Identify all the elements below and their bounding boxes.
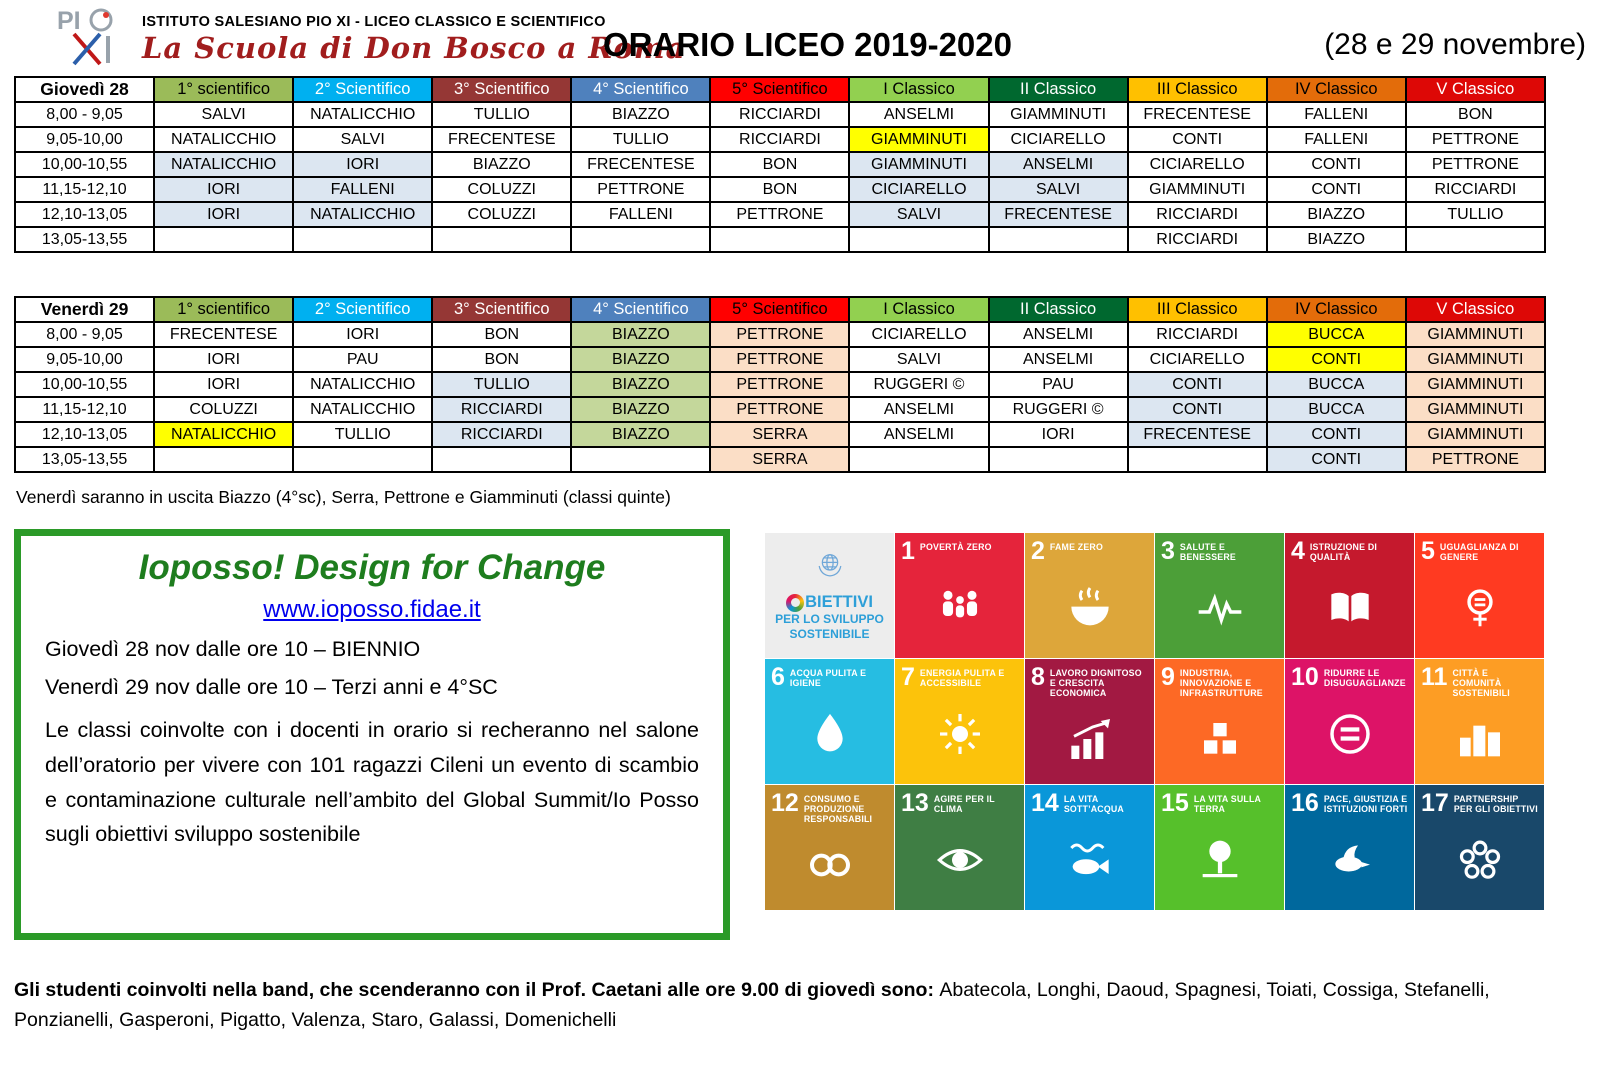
class-column-header: II Classico <box>989 77 1128 102</box>
sdg-goal-tile-9 <box>1155 659 1284 784</box>
schedule-cell: BIAZZO <box>571 372 710 397</box>
sdg-goal-title: CONSUMO E PRODUZIONE RESPONSABILI <box>803 794 873 825</box>
schedule-cell: BIAZZO <box>571 397 710 422</box>
schedule-cell <box>989 227 1128 252</box>
schedule-cell: BON <box>432 322 571 347</box>
class-column-header: V Classico <box>1406 297 1545 322</box>
schedule-cell: RUGGERI © <box>849 372 988 397</box>
sdg-goal-title: LAVORO DIGNITOSO E CRESCITA ECONOMICA <box>1049 668 1142 699</box>
schedule-cell: CICIARELLO <box>849 177 988 202</box>
schedule-cell: RICCIARDI <box>1406 177 1545 202</box>
schedule-cell <box>989 447 1128 472</box>
schedule-cell: PETTRONE <box>710 322 849 347</box>
schedule-cell: TULLIO <box>293 422 432 447</box>
time-slot: 9,05-10,00 <box>15 127 154 152</box>
sdg-goal-tile-4 <box>1285 533 1414 658</box>
sdg-goal-number: 3 <box>1161 537 1175 565</box>
sdg-goal-tile-6 <box>765 659 894 784</box>
schedule-cell: BON <box>432 347 571 372</box>
schedule-cell: BUCCA <box>1267 372 1406 397</box>
sdg-goal-title: LA VITA SULLA TERRA <box>1193 794 1261 815</box>
schedule-cell: GIAMMINUTI <box>1406 397 1545 422</box>
schedule-cell: GIAMMINUTI <box>1406 322 1545 347</box>
schedule-cell: COLUZZI <box>432 202 571 227</box>
sdg-goal-title: INDUSTRIA, INNOVAZIONE E INFRASTRUTTURE <box>1179 668 1263 699</box>
schedule-cell: NATALICCHIO <box>293 202 432 227</box>
sdg-goal-tile-12 <box>765 785 894 910</box>
schedule-cell: FRECENTESE <box>154 322 293 347</box>
sdg-sun-icon <box>901 689 1018 781</box>
schedule-cell: RICCIARDI <box>1128 227 1267 252</box>
schedule-cell <box>293 447 432 472</box>
schedule-cell: FRECENTESE <box>1128 422 1267 447</box>
sdg-infinity-icon <box>771 824 888 906</box>
sdg-goal-number: 4 <box>1291 537 1305 565</box>
class-column-header: II Classico <box>989 297 1128 322</box>
time-slot: 13,05-13,55 <box>15 447 154 472</box>
time-slot: 12,10-13,05 <box>15 422 154 447</box>
band-note <box>14 975 1588 1035</box>
svg-text:PI: PI <box>57 7 81 35</box>
schedule-cell: PETTRONE <box>710 202 849 227</box>
sdg-goals-grid <box>765 533 1544 910</box>
schedule-cell: FRECENTESE <box>1128 102 1267 127</box>
sdg-goal-title: AGIRE PER IL CLIMA <box>933 794 995 815</box>
schedule-cell: PETTRONE <box>710 347 849 372</box>
sdg-goal-number: 2 <box>1031 537 1045 565</box>
sdg-ring-icon <box>786 594 804 612</box>
schedule-cell <box>293 227 432 252</box>
sdg-goal-tile-8 <box>1025 659 1154 784</box>
sdg-goal-tile-16 <box>1285 785 1414 910</box>
sdg-goal-number: 6 <box>771 663 785 691</box>
sdg-tree-icon <box>1161 815 1278 907</box>
schedule-cell: CONTI <box>1267 447 1406 472</box>
schedule-cell <box>1128 447 1267 472</box>
un-emblem-icon <box>812 550 848 587</box>
schedule-cell <box>849 447 988 472</box>
schedule-cell <box>154 227 293 252</box>
schedule-cell: GIAMMINUTI <box>849 127 988 152</box>
sdg-rings-icon <box>1421 815 1538 907</box>
schedule-cell: GIAMMINUTI <box>989 102 1128 127</box>
class-column-header: 4° Scientifico <box>571 297 710 322</box>
class-column-header: 1° scientifico <box>154 297 293 322</box>
schedule-cell <box>571 227 710 252</box>
sdg-un-tile <box>765 533 894 658</box>
schedule-cell <box>1406 227 1545 252</box>
schedule-cell: BIAZZO <box>1267 202 1406 227</box>
timetable-venerdi <box>14 296 1546 473</box>
schedule-cell: CONTI <box>1267 347 1406 372</box>
event-link[interactable]: www.ioposso.fidae.it <box>263 596 481 623</box>
sdg-book-icon <box>1291 563 1408 655</box>
time-slot: 11,15-12,10 <box>15 397 154 422</box>
schedule-cell: TULLIO <box>432 102 571 127</box>
schedule-cell: PAU <box>293 347 432 372</box>
class-column-header: 5° Scientifico <box>710 77 849 102</box>
schedule-cell: SERRA <box>710 447 849 472</box>
schedule-cell: ANSELMI <box>989 322 1128 347</box>
schedule-cell: IORI <box>989 422 1128 447</box>
sdg-goal-title: ACQUA PULITA E IGIENE <box>789 668 867 689</box>
sdg-city-icon <box>1421 698 1538 780</box>
schedule-cell: NATALICCHIO <box>154 422 293 447</box>
sdg-goal-number: 13 <box>901 789 929 817</box>
class-column-header: III Classico <box>1128 77 1267 102</box>
schedule-cell: GIAMMINUTI <box>849 152 988 177</box>
event-description: Le classi coinvolte con i docenti in orario si recheranno nel salone dell’oratorio per vivere con 101 ragazzi Cileni un evento di scambio e contaminazione culturale nell’ambito del Global Summit/Io Posso sugli obiettivi sviluppo sostenibile <box>45 718 699 847</box>
schedule-cell <box>432 447 571 472</box>
schedule-cell: RICCIARDI <box>1128 322 1267 347</box>
sdg-goal-title: POVERTÀ ZERO <box>919 542 992 552</box>
schedule-cell: SALVI <box>293 127 432 152</box>
schedule-cell: PETTRONE <box>710 372 849 397</box>
sdg-wordmark-sub: PER LO SVILUPPO SOSTENIBILE <box>775 612 884 641</box>
schedule-cell: NATALICCHIO <box>154 127 293 152</box>
schedule-cell <box>571 447 710 472</box>
class-column-header: IV Classico <box>1267 77 1406 102</box>
class-column-header: IV Classico <box>1267 297 1406 322</box>
schedule-cell: PETTRONE <box>1406 447 1545 472</box>
schedule-cell: BUCCA <box>1267 397 1406 422</box>
class-column-header: 5° Scientifico <box>710 297 849 322</box>
sdg-goal-title: RIDURRE LE DISUGUAGLIANZE <box>1323 668 1406 689</box>
schedule-cell: BIAZZO <box>571 347 710 372</box>
schedule-cell: FRECENTESE <box>989 202 1128 227</box>
time-slot: 10,00-10,55 <box>15 372 154 397</box>
schedule-cell: NATALICCHIO <box>293 102 432 127</box>
sdg-eye-icon <box>901 815 1018 907</box>
schedule-cell: RICCIARDI <box>1128 202 1267 227</box>
sdg-goal-tile-1 <box>895 533 1024 658</box>
sdg-goal-title: ENERGIA PULITA E ACCESSIBILE <box>919 668 1005 689</box>
page-header <box>56 6 685 71</box>
sdg-goal-title: PARTNERSHIP PER GLI OBIETTIVI <box>1453 794 1538 815</box>
schedule-cell: COLUZZI <box>154 397 293 422</box>
schedule-cell: BIAZZO <box>571 322 710 347</box>
sdg-ecg-icon <box>1161 563 1278 655</box>
schedule-cell: SALVI <box>849 347 988 372</box>
schedule-cell: GIAMMINUTI <box>1128 177 1267 202</box>
schedule-cell: GIAMMINUTI <box>1406 372 1545 397</box>
schedule-cell: CONTI <box>1267 152 1406 177</box>
schedule-cell: FRECENTESE <box>571 152 710 177</box>
schedule-cell: RICCIARDI <box>432 397 571 422</box>
sdg-chart-icon <box>1031 698 1148 780</box>
sdg-bowl-icon <box>1031 563 1148 655</box>
schedule-cell: FALLENI <box>571 202 710 227</box>
exit-note: Venerdì saranno in uscita Biazzo (4°sc), Serra, Pettrone e Giamminuti (classi quinte) <box>16 487 671 507</box>
day-header: Venerdì 29 <box>15 297 154 322</box>
sdg-goal-number: 12 <box>771 789 799 817</box>
schedule-cell: FALLENI <box>293 177 432 202</box>
time-slot: 10,00-10,55 <box>15 152 154 177</box>
schedule-cell <box>432 227 571 252</box>
schedule-cell: TULLIO <box>1406 202 1545 227</box>
schedule-cell: BIAZZO <box>571 422 710 447</box>
sdg-gender-icon <box>1421 563 1538 655</box>
event-schedule-friday: Venerdì 29 nov dalle ore 10 – Terzi anni e 4°SC <box>45 675 498 699</box>
schedule-cell: PETTRONE <box>571 177 710 202</box>
schedule-cell: TULLIO <box>432 372 571 397</box>
schedule-cell: ANSELMI <box>989 347 1128 372</box>
schedule-cell: ANSELMI <box>849 397 988 422</box>
schedule-cell: BON <box>710 152 849 177</box>
event-schedule-thursday: Giovedì 28 nov dalle ore 10 – BIENNIO <box>45 637 421 661</box>
time-slot: 8,00 - 9,05 <box>15 322 154 347</box>
sdg-goal-tile-11 <box>1415 659 1544 784</box>
sdg-goal-number: 10 <box>1291 663 1319 691</box>
sdg-wordmark: BIETTIVI <box>786 593 873 612</box>
sdg-goal-tile-7 <box>895 659 1024 784</box>
schedule-cell: ANSELMI <box>849 422 988 447</box>
schedule-cell: BIAZZO <box>1267 227 1406 252</box>
schedule-cell: CONTI <box>1128 372 1267 397</box>
schedule-cell: CONTI <box>1267 177 1406 202</box>
sdg-goal-title: UGUAGLIANZA DI GENERE <box>1439 542 1519 563</box>
schedule-cell: IORI <box>154 347 293 372</box>
time-slot: 12,10-13,05 <box>15 202 154 227</box>
schedule-cell: PETTRONE <box>1406 127 1545 152</box>
schedule-cell: CICIARELLO <box>1128 347 1267 372</box>
sdg-goal-number: 9 <box>1161 663 1175 691</box>
event-title: Ioposso! Design for Change <box>138 548 606 587</box>
sdg-goal-tile-3 <box>1155 533 1284 658</box>
sdg-goal-tile-17 <box>1415 785 1544 910</box>
schedule-cell: GIAMMINUTI <box>1406 347 1545 372</box>
schedule-cell: IORI <box>154 177 293 202</box>
sdg-dove-icon <box>1291 815 1408 907</box>
schedule-cell: FALLENI <box>1267 127 1406 152</box>
schedule-cell: BUCCA <box>1267 322 1406 347</box>
class-column-header: V Classico <box>1406 77 1545 102</box>
schedule-cell: RICCIARDI <box>710 127 849 152</box>
sdg-goal-number: 5 <box>1421 537 1435 565</box>
schedule-cell: BIAZZO <box>571 102 710 127</box>
schedule-cell: RICCIARDI <box>432 422 571 447</box>
schedule-cell: NATALICCHIO <box>293 397 432 422</box>
sdg-goal-tile-2 <box>1025 533 1154 658</box>
schedule-cell: BIAZZO <box>432 152 571 177</box>
schedule-cell: IORI <box>293 322 432 347</box>
schedule-cell: PAU <box>989 372 1128 397</box>
schedule-cell: IORI <box>293 152 432 177</box>
class-column-header: 4° Scientifico <box>571 77 710 102</box>
sdg-goal-number: 16 <box>1291 789 1319 817</box>
sdg-goal-title: ISTRUZIONE DI QUALITÀ <box>1309 542 1378 563</box>
sdg-goal-number: 1 <box>901 537 915 565</box>
sdg-goal-number: 14 <box>1031 789 1059 817</box>
class-column-header: 3° Scientifico <box>432 77 571 102</box>
schedule-cell: GIAMMINUTI <box>1406 422 1545 447</box>
schedule-cell: SERRA <box>710 422 849 447</box>
schedule-cell: CICIARELLO <box>989 127 1128 152</box>
schedule-cell: RUGGERI © <box>989 397 1128 422</box>
schedule-cell: SALVI <box>849 202 988 227</box>
sdg-goal-title: FAME ZERO <box>1049 542 1104 552</box>
schedule-cell: CONTI <box>1128 397 1267 422</box>
school-logo-icon <box>56 6 126 71</box>
sdg-goal-number: 11 <box>1421 663 1448 691</box>
sdg-goal-tile-10 <box>1285 659 1414 784</box>
schedule-cell: CONTI <box>1267 422 1406 447</box>
band-note-names: Abatecola, Longhi, Daoud, Spagnesi, Toiati, Cossiga, Stefanelli, Ponzianelli, Gasperoni, Pigatto, Valenza, Staro, Galassi, Domenichelli <box>14 979 1490 1032</box>
schedule-cell: IORI <box>154 202 293 227</box>
sdg-goal-number: 8 <box>1031 663 1045 691</box>
schedule-cell: CONTI <box>1128 127 1267 152</box>
schedule-cell: TULLIO <box>571 127 710 152</box>
sdg-goal-number: 7 <box>901 663 915 691</box>
sdg-goal-title: PACE, GIUSTIZIA E ISTITUZIONI FORTI <box>1323 794 1408 815</box>
sdg-equals-icon <box>1291 689 1408 781</box>
schedule-cell: BON <box>710 177 849 202</box>
schedule-cell: CICIARELLO <box>1128 152 1267 177</box>
class-column-header: 1° scientifico <box>154 77 293 102</box>
sdg-goal-title: CITTÀ E COMUNITÀ SOSTENIBILI <box>1452 668 1510 699</box>
schedule-cell <box>154 447 293 472</box>
class-column-header: 3° Scientifico <box>432 297 571 322</box>
sdg-cubes-icon <box>1161 698 1278 780</box>
sdg-fish-icon <box>1031 815 1148 907</box>
sdg-goal-number: 17 <box>1421 789 1449 817</box>
schedule-cell: COLUZZI <box>432 177 571 202</box>
schedule-cell: FRECENTESE <box>432 127 571 152</box>
time-slot: 13,05-13,55 <box>15 227 154 252</box>
sdg-goal-number: 15 <box>1161 789 1189 817</box>
sdg-goal-tile-15 <box>1155 785 1284 910</box>
schedule-cell: SALVI <box>154 102 293 127</box>
schedule-cell: PETTRONE <box>710 397 849 422</box>
schedule-cell: CICIARELLO <box>849 322 988 347</box>
schedule-cell: ANSELMI <box>989 152 1128 177</box>
sdg-goal-tile-5 <box>1415 533 1544 658</box>
date-range: (28 e 29 novembre) <box>1324 28 1586 61</box>
event-box <box>14 529 730 940</box>
sdg-goal-title: LA VITA SOTT’ACQUA <box>1063 794 1124 815</box>
schedule-cell: BON <box>1406 102 1545 127</box>
band-note-lead: Gli studenti coinvolti nella band, che scenderanno con il Prof. Caetani alle ore 9.00 di giovedì sono: <box>14 979 940 1001</box>
time-slot: 8,00 - 9,05 <box>15 102 154 127</box>
timetable-giovedi <box>14 76 1546 253</box>
class-column-header: 2° Scientifico <box>293 297 432 322</box>
school-motto: La Scuola di Don Bosco a Roma <box>142 31 686 65</box>
sdg-people-icon <box>901 563 1018 655</box>
class-column-header: 2° Scientifico <box>293 77 432 102</box>
schedule-cell: IORI <box>154 372 293 397</box>
sdg-goal-title: SALUTE E BENESSERE <box>1179 542 1236 563</box>
schedule-cell <box>710 227 849 252</box>
schedule-cell <box>849 227 988 252</box>
schedule-cell: NATALICCHIO <box>154 152 293 177</box>
sdg-goal-tile-13 <box>895 785 1024 910</box>
page-title: ORARIO LICEO 2019-2020 <box>603 26 1012 63</box>
time-slot: 9,05-10,00 <box>15 347 154 372</box>
school-name: ISTITUTO SALESIANO PIO XI - LICEO CLASSICO E SCIENTIFICO <box>142 14 606 30</box>
schedule-cell: PETTRONE <box>1406 152 1545 177</box>
schedule-cell: RICCIARDI <box>710 102 849 127</box>
class-column-header: III Classico <box>1128 297 1267 322</box>
sdg-drop-icon <box>771 689 888 781</box>
sdg-goal-tile-14 <box>1025 785 1154 910</box>
schedule-cell: FALLENI <box>1267 102 1406 127</box>
schedule-cell: SALVI <box>989 177 1128 202</box>
class-column-header: I Classico <box>849 77 988 102</box>
time-slot: 11,15-12,10 <box>15 177 154 202</box>
class-column-header: I Classico <box>849 297 988 322</box>
schedule-cell: NATALICCHIO <box>293 372 432 397</box>
day-header: Giovedì 28 <box>15 77 154 102</box>
schedule-cell: ANSELMI <box>849 102 988 127</box>
